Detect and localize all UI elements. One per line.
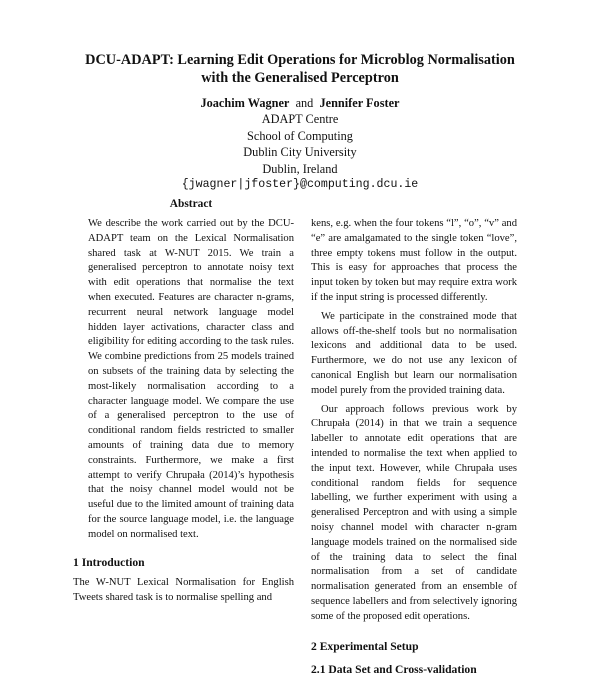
affiliation-university: Dublin City University — [243, 145, 357, 160]
author-2: Jennifer Foster — [319, 96, 400, 110]
affiliation-school: School of Computing — [247, 128, 353, 143]
abstract-heading: Abstract — [169, 198, 213, 210]
section-1-heading: 1 Introduction — [73, 556, 145, 569]
abstract-text: We describe the work carried out by the DCU-ADAPT team on the Lexical Normalisation shared task at W-NUT 2015. We train a generalised perceptron to annotate noisy text with edit operations that normalise the text when executed. Features are character n-grams, recurrent neural network language model hidden layer activations, character class and eligibility for editing according to the task rules. We combine predictions from 25 models trained on subsets of the training data by selecting the most-likely normalisation according to a character language model. We compare the use of a generalised perceptron to the use of conditional random fields restricted to smaller amounts of training data due to memory constraints. Furthermore, we make a first attempt to verify Chrupała (2014)’s hypothesis that the noisy channel model would not be useful due to the limited amount of training data for the source language model, i.e. the language model on normalised text. — [88, 218, 294, 540]
author-email: {jwagner|jfoster}@computing.dcu.ie — [181, 178, 419, 192]
right-column — [311, 217, 517, 683]
title-line-2: with the Generalised Perceptron — [201, 70, 399, 86]
right-paragraph-1: kens, e.g. when the four tokens “l”, “o”, “v” and “e” are amalgamated to the single token “love”, three empty tokens must follow in the output. This is easy for approaches that process the input token by token but may require extra work if the input string is processed differently. — [311, 218, 517, 303]
author-1: Joachim Wagner — [200, 96, 290, 110]
affiliation-location: Dublin, Ireland — [262, 161, 338, 176]
author-block — [100, 95, 500, 193]
right-paragraph-2: We participate in the constrained mode that allows off-the-shelf tools but no normalisation lexicons and additional data to be used. Furthermore, we do not use any lexicon of canonical English but learn our normalisation model purely from the provided training data. — [311, 310, 517, 396]
section-2-1-heading: 2.1 Data Set and Cross-validation — [311, 662, 477, 676]
section-1-text: The W-NUT Lexical Normalisation for English Tweets shared task is to normalise spelling and — [73, 577, 294, 603]
author-names — [100, 95, 500, 111]
title-line-1: DCU-ADAPT: Learning Edit Operations for Microblog Normalisation — [85, 52, 515, 68]
introduction-section — [73, 547, 294, 606]
right-paragraph-3: Our approach follows previous work by Chrupała (2014) in that we train a sequence labeller to annotate edit operations that are intended to normalise the text when applied to the input text. However, while Chrupała uses conditional random fields for sequence labelling, we further experiment with using a generalised Perceptron and with using a simple noisy channel model with character n-gram language models trained on the normalised side of the training data to select the final normalisation from a set of candidate normalisation generated from an ensemble of sequence labellers and from selectively ignoring some of the proposed edit operations. — [311, 403, 517, 622]
paper-title — [40, 51, 560, 87]
affiliation-centre: ADAPT Centre — [261, 112, 339, 127]
left-column — [73, 197, 294, 603]
author-and: and — [295, 96, 314, 110]
section-2-heading: 2 Experimental Setup — [311, 639, 419, 653]
